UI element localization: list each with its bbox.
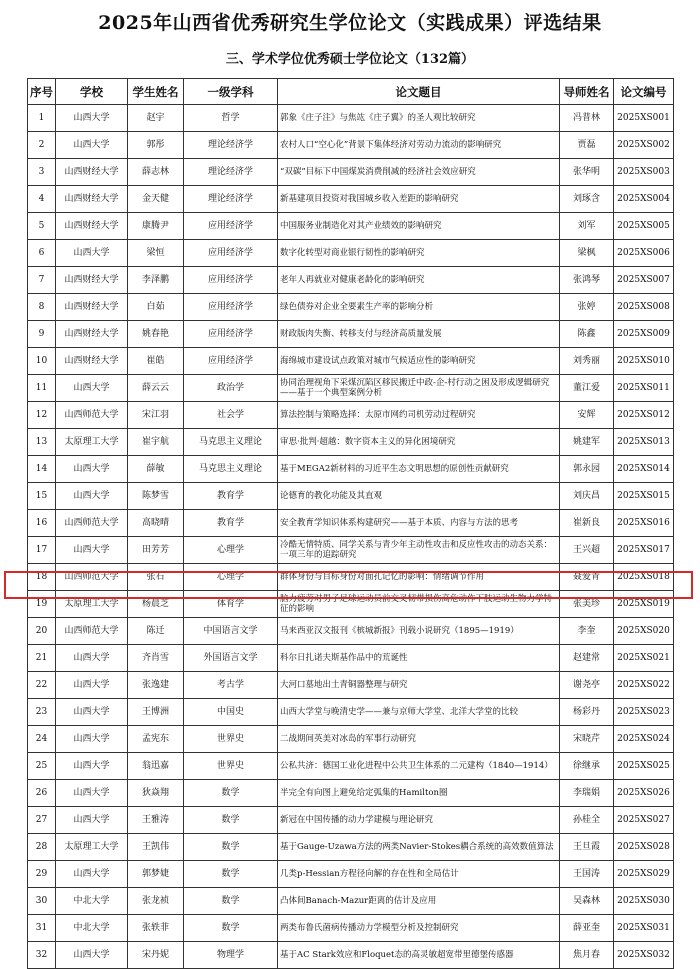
school-cell: 山西大学 <box>56 537 128 564</box>
row-number-cell: 1 <box>28 105 56 132</box>
discipline-cell: 数学 <box>184 888 278 915</box>
school-cell: 山西师范大学 <box>56 402 128 429</box>
discipline-cell: 世界史 <box>184 726 278 753</box>
table-row <box>28 159 674 186</box>
header-cell: 论文题目 <box>278 79 560 105</box>
discipline-cell: 数学 <box>184 780 278 807</box>
row-number-cell: 25 <box>28 753 56 780</box>
discipline-cell: 马克思主义理论 <box>184 456 278 483</box>
student-name-cell: 姚春艳 <box>128 321 184 348</box>
school-cell: 山西大学 <box>56 375 128 402</box>
table-row <box>28 240 674 267</box>
row-number-cell: 11 <box>28 375 56 402</box>
thesis-id-cell: 2025XS024 <box>614 726 674 753</box>
discipline-cell: 心理学 <box>184 564 278 591</box>
thesis-id-cell: 2025XS016 <box>614 510 674 537</box>
student-name-cell: 狄焱翔 <box>128 780 184 807</box>
table-row <box>28 213 674 240</box>
discipline-cell: 应用经济学 <box>184 348 278 375</box>
discipline-cell: 外国语言文学 <box>184 645 278 672</box>
table-row <box>28 915 674 942</box>
discipline-cell: 中国语言文学 <box>184 618 278 645</box>
school-cell: 山西大学 <box>56 672 128 699</box>
thesis-id-cell: 2025XS007 <box>614 267 674 294</box>
student-name-cell: 赵宇 <box>128 105 184 132</box>
school-cell: 山西大学 <box>56 726 128 753</box>
thesis-id-cell: 2025XS025 <box>614 753 674 780</box>
advisor-cell: 冯普林 <box>560 105 614 132</box>
row-number-cell: 2 <box>28 132 56 159</box>
advisor-cell: 张美珍 <box>560 591 614 618</box>
discipline-cell: 中国史 <box>184 699 278 726</box>
table-row <box>28 807 674 834</box>
student-name-cell: 张龙祯 <box>128 888 184 915</box>
advisor-cell: 聂爱青 <box>560 564 614 591</box>
thesis-id-cell: 2025XS012 <box>614 402 674 429</box>
advisor-cell: 刘琢含 <box>560 186 614 213</box>
table-row <box>28 780 674 807</box>
advisor-cell: 薛亚奎 <box>560 915 614 942</box>
title-cell: 算法控制与策略选择：太原市网约司机劳动过程研究 <box>278 402 560 429</box>
student-name-cell: 薛云云 <box>128 375 184 402</box>
row-number-cell: 30 <box>28 888 56 915</box>
advisor-cell: 陈鑫 <box>560 321 614 348</box>
title-cell: 基于AC Stark效应和Floquet态的高灵敏超宽带里德堡传感器 <box>278 942 560 969</box>
table-row <box>28 537 674 564</box>
page-title: 2025年山西省优秀研究生学位论文（实践成果）评选结果 <box>98 12 602 34</box>
student-name-cell: 宋江羽 <box>128 402 184 429</box>
table-row <box>28 321 674 348</box>
row-number-cell: 5 <box>28 213 56 240</box>
advisor-cell: 吴森林 <box>560 888 614 915</box>
table-row <box>28 942 674 969</box>
title-cell: 马来西亚汉文报刊《槟城新报》刊载小说研究（1895—1919） <box>278 618 560 645</box>
advisor-cell: 李奎 <box>560 618 614 645</box>
title-cell: 绿色债券对企业全要素生产率的影响分析 <box>278 294 560 321</box>
student-name-cell: 崔宇航 <box>128 429 184 456</box>
table-row <box>28 267 674 294</box>
row-number-cell: 16 <box>28 510 56 537</box>
advisor-cell: 张婷 <box>560 294 614 321</box>
student-name-cell: 王凯伟 <box>128 834 184 861</box>
row-number-cell: 22 <box>28 672 56 699</box>
school-cell: 山西财经大学 <box>56 294 128 321</box>
discipline-cell: 应用经济学 <box>184 267 278 294</box>
table-row <box>28 672 674 699</box>
advisor-cell: 徐继承 <box>560 753 614 780</box>
table-row <box>28 348 674 375</box>
table-row <box>28 564 674 591</box>
school-cell: 山西大学 <box>56 753 128 780</box>
row-number-cell: 27 <box>28 807 56 834</box>
student-name-cell: 张石 <box>128 564 184 591</box>
school-cell: 山西财经大学 <box>56 321 128 348</box>
discipline-cell: 数学 <box>184 915 278 942</box>
discipline-cell: 应用经济学 <box>184 294 278 321</box>
thesis-id-cell: 2025XS013 <box>614 429 674 456</box>
table-row <box>28 861 674 888</box>
table-body <box>28 105 674 969</box>
row-number-cell: 20 <box>28 618 56 645</box>
advisor-cell: 李瑞娟 <box>560 780 614 807</box>
row-number-cell: 8 <box>28 294 56 321</box>
title-cell: 新冠在中国传播的动力学建模与理论研究 <box>278 807 560 834</box>
thesis-id-cell: 2025XS019 <box>614 591 674 618</box>
row-number-cell: 4 <box>28 186 56 213</box>
student-name-cell: 崔皓 <box>128 348 184 375</box>
thesis-id-cell: 2025XS017 <box>614 537 674 564</box>
row-number-cell: 7 <box>28 267 56 294</box>
title-cell: 安全教育学知识体系构建研究——基于本质、内容与方法的思考 <box>278 510 560 537</box>
table-row <box>28 483 674 510</box>
school-cell: 山西财经大学 <box>56 213 128 240</box>
table-row <box>28 591 674 618</box>
title-cell: 公私共济：德国工业化进程中公共卫生体系的二元建构（1840—1914） <box>278 753 560 780</box>
student-name-cell: 梁恒 <box>128 240 184 267</box>
thesis-id-cell: 2025XS030 <box>614 888 674 915</box>
table-row <box>28 105 674 132</box>
title-cell: “双碳”目标下中国煤炭消费削减的经济社会效应研究 <box>278 159 560 186</box>
advisor-cell: 安辉 <box>560 402 614 429</box>
row-number-cell: 12 <box>28 402 56 429</box>
advisor-cell: 梁枫 <box>560 240 614 267</box>
advisor-cell: 崔新良 <box>560 510 614 537</box>
title-cell: 科尔日扎诺夫斯基作品中的荒诞性 <box>278 645 560 672</box>
advisor-cell: 焦月春 <box>560 942 614 969</box>
school-cell: 山西大学 <box>56 483 128 510</box>
student-name-cell: 孟宪东 <box>128 726 184 753</box>
discipline-cell: 数学 <box>184 861 278 888</box>
row-number-cell: 3 <box>28 159 56 186</box>
thesis-id-cell: 2025XS022 <box>614 672 674 699</box>
advisor-cell: 赵建常 <box>560 645 614 672</box>
school-cell: 山西大学 <box>56 132 128 159</box>
title-cell: 数字化转型对商业银行韧性的影响研究 <box>278 240 560 267</box>
advisor-cell: 刘秀丽 <box>560 348 614 375</box>
thesis-id-cell: 2025XS018 <box>614 564 674 591</box>
school-cell: 太原理工大学 <box>56 834 128 861</box>
school-cell: 中北大学 <box>56 915 128 942</box>
student-name-cell: 郭彤 <box>128 132 184 159</box>
student-name-cell: 陈梦雪 <box>128 483 184 510</box>
school-cell: 山西大学 <box>56 456 128 483</box>
row-number-cell: 18 <box>28 564 56 591</box>
row-number-cell: 15 <box>28 483 56 510</box>
student-name-cell: 金天健 <box>128 186 184 213</box>
student-name-cell: 张逸建 <box>128 672 184 699</box>
thesis-id-cell: 2025XS010 <box>614 348 674 375</box>
student-name-cell: 张轶菲 <box>128 915 184 942</box>
table-header-row <box>28 79 674 105</box>
row-number-cell: 31 <box>28 915 56 942</box>
advisor-cell: 贾磊 <box>560 132 614 159</box>
school-cell: 山西财经大学 <box>56 348 128 375</box>
school-cell: 山西大学 <box>56 780 128 807</box>
title-cell: 山西大学堂与晚清史学——兼与京师大学堂、北洋大学堂的比较 <box>278 699 560 726</box>
discipline-cell: 数学 <box>184 807 278 834</box>
advisor-cell: 姚建军 <box>560 429 614 456</box>
discipline-cell: 应用经济学 <box>184 240 278 267</box>
thesis-id-cell: 2025XS015 <box>614 483 674 510</box>
thesis-id-cell: 2025XS023 <box>614 699 674 726</box>
thesis-id-cell: 2025XS001 <box>614 105 674 132</box>
student-name-cell: 薛志林 <box>128 159 184 186</box>
table-row <box>28 294 674 321</box>
advisor-cell: 王旦霞 <box>560 834 614 861</box>
advisor-cell: 刘庆昌 <box>560 483 614 510</box>
student-name-cell: 郭梦婕 <box>128 861 184 888</box>
title-cell: 郭象《庄子注》与焦竑《庄子翼》的圣人观比较研究 <box>278 105 560 132</box>
advisor-cell: 郭永园 <box>560 456 614 483</box>
advisor-cell: 董江爱 <box>560 375 614 402</box>
thesis-id-cell: 2025XS014 <box>614 456 674 483</box>
title-cell: 论德育的教化功能及其直观 <box>278 483 560 510</box>
discipline-cell: 教育学 <box>184 483 278 510</box>
table-row <box>28 186 674 213</box>
table-row <box>28 618 674 645</box>
thesis-id-cell: 2025XS032 <box>614 942 674 969</box>
school-cell: 山西财经大学 <box>56 267 128 294</box>
advisor-cell: 刘军 <box>560 213 614 240</box>
row-number-cell: 23 <box>28 699 56 726</box>
student-name-cell: 王博洲 <box>128 699 184 726</box>
student-name-cell: 宋丹妮 <box>128 942 184 969</box>
title-cell: 二战期间英美对冰岛的军事行动研究 <box>278 726 560 753</box>
table-row <box>28 753 674 780</box>
student-name-cell: 李泽鹏 <box>128 267 184 294</box>
school-cell: 山西师范大学 <box>56 510 128 537</box>
title-cell: 脑力疲劳对男子足球运动员前交叉韧带损伤高危动作下肢运动生物力学特征的影响 <box>278 591 560 618</box>
school-cell: 山西大学 <box>56 861 128 888</box>
row-number-cell: 24 <box>28 726 56 753</box>
thesis-id-cell: 2025XS028 <box>614 834 674 861</box>
table-row <box>28 834 674 861</box>
discipline-cell: 应用经济学 <box>184 321 278 348</box>
header-cell: 学校 <box>56 79 128 105</box>
row-number-cell: 9 <box>28 321 56 348</box>
thesis-id-cell: 2025XS029 <box>614 861 674 888</box>
student-name-cell: 齐肖雪 <box>128 645 184 672</box>
thesis-id-cell: 2025XS003 <box>614 159 674 186</box>
row-number-cell: 13 <box>28 429 56 456</box>
discipline-cell: 考古学 <box>184 672 278 699</box>
school-cell: 山西大学 <box>56 105 128 132</box>
student-name-cell: 陈迁 <box>128 618 184 645</box>
row-number-cell: 17 <box>28 537 56 564</box>
thesis-id-cell: 2025XS020 <box>614 618 674 645</box>
table-row <box>28 402 674 429</box>
advisor-cell: 孙桂全 <box>560 807 614 834</box>
title-cell: 两类布鲁氏菌病传播动力学模型分析及控制研究 <box>278 915 560 942</box>
table-row <box>28 429 674 456</box>
discipline-cell: 理论经济学 <box>184 159 278 186</box>
advisor-cell: 王国涛 <box>560 861 614 888</box>
header-cell: 学生姓名 <box>128 79 184 105</box>
row-number-cell: 28 <box>28 834 56 861</box>
thesis-id-cell: 2025XS021 <box>614 645 674 672</box>
row-number-cell: 21 <box>28 645 56 672</box>
row-number-cell: 10 <box>28 348 56 375</box>
table-row <box>28 645 674 672</box>
school-cell: 太原理工大学 <box>56 429 128 456</box>
header-cell: 一级学科 <box>184 79 278 105</box>
school-cell: 中北大学 <box>56 888 128 915</box>
advisor-cell: 王兴超 <box>560 537 614 564</box>
title-cell: 农村人口“空心化”背景下集体经济对劳动力流动的影响研究 <box>278 132 560 159</box>
thesis-id-cell: 2025XS031 <box>614 915 674 942</box>
student-name-cell: 白茹 <box>128 294 184 321</box>
discipline-cell: 世界史 <box>184 753 278 780</box>
row-number-cell: 19 <box>28 591 56 618</box>
discipline-cell: 数学 <box>184 834 278 861</box>
row-number-cell: 14 <box>28 456 56 483</box>
table-row <box>28 510 674 537</box>
section-title: 三、学术学位优秀硕士学位论文（132篇） <box>225 52 475 67</box>
student-name-cell: 王雅涛 <box>128 807 184 834</box>
title-cell: 半完全有向图上避免给定弧集的Hamilton圈 <box>278 780 560 807</box>
title-cell: 大河口墓地出土青铜器整理与研究 <box>278 672 560 699</box>
table-row <box>28 375 674 402</box>
title-cell: 群体身份与目标身份对面孔记忆的影响：情绪调节作用 <box>278 564 560 591</box>
thesis-id-cell: 2025XS009 <box>614 321 674 348</box>
title-cell: 几类p-Hessian方程径向解的存在性和全局估计 <box>278 861 560 888</box>
thesis-id-cell: 2025XS027 <box>614 807 674 834</box>
title-cell: 审思·批判·超越：数字资本主义的异化困境研究 <box>278 429 560 456</box>
advisor-cell: 杨彩丹 <box>560 699 614 726</box>
discipline-cell: 教育学 <box>184 510 278 537</box>
discipline-cell: 心理学 <box>184 537 278 564</box>
student-name-cell: 田芳芳 <box>128 537 184 564</box>
header-cell: 序号 <box>28 79 56 105</box>
discipline-cell: 社会学 <box>184 402 278 429</box>
discipline-cell: 物理学 <box>184 942 278 969</box>
student-name-cell: 康腾尹 <box>128 213 184 240</box>
student-name-cell: 翁迅嘉 <box>128 753 184 780</box>
school-cell: 山西师范大学 <box>56 618 128 645</box>
title-cell: 新基建项目投资对我国城乡收入差距的影响研究 <box>278 186 560 213</box>
header-cell: 论文编号 <box>614 79 674 105</box>
row-number-cell: 6 <box>28 240 56 267</box>
school-cell: 山西大学 <box>56 699 128 726</box>
advisor-cell: 张鸿琴 <box>560 267 614 294</box>
row-number-cell: 26 <box>28 780 56 807</box>
school-cell: 太原理工大学 <box>56 591 128 618</box>
school-cell: 山西大学 <box>56 240 128 267</box>
advisor-cell: 张华明 <box>560 159 614 186</box>
title-cell: 海绵城市建设试点政策对城市气候适应性的影响研究 <box>278 348 560 375</box>
discipline-cell: 理论经济学 <box>184 186 278 213</box>
table-row <box>28 726 674 753</box>
title-cell: 冷酷无情特质、同学关系与青少年主动性攻击和反应性攻击的动态关系：一项三年的追踪研究 <box>278 537 560 564</box>
title-cell: 协同治理视角下采煤沉陷区移民搬迁中政-企-村行动之困及形成逻辑研究——基于一个典型案例分析 <box>278 375 560 402</box>
header-cell: 导师姓名 <box>560 79 614 105</box>
title-cell: 中国服务业制造化对其产业绩效的影响研究 <box>278 213 560 240</box>
school-cell: 山西师范大学 <box>56 564 128 591</box>
title-cell: 老年人再就业对健康老龄化的影响研究 <box>278 267 560 294</box>
title-cell: 基于MEGA2新材料的习近平生态文明思想的原创性贡献研究 <box>278 456 560 483</box>
school-cell: 山西财经大学 <box>56 159 128 186</box>
advisor-cell: 谢尧亭 <box>560 672 614 699</box>
title-cell: 凸体间Banach-Mazur距离的估计及应用 <box>278 888 560 915</box>
advisor-cell: 宋晓芹 <box>560 726 614 753</box>
table-row <box>28 132 674 159</box>
thesis-id-cell: 2025XS005 <box>614 213 674 240</box>
school-cell: 山西大学 <box>56 942 128 969</box>
results-table <box>27 78 674 969</box>
discipline-cell: 马克思主义理论 <box>184 429 278 456</box>
title-cell: 财政版肉失衡、转移支付与经济高质量发展 <box>278 321 560 348</box>
discipline-cell: 哲学 <box>184 105 278 132</box>
school-cell: 山西财经大学 <box>56 186 128 213</box>
student-name-cell: 高晓晴 <box>128 510 184 537</box>
discipline-cell: 应用经济学 <box>184 213 278 240</box>
table-row <box>28 456 674 483</box>
table-row <box>28 699 674 726</box>
thesis-id-cell: 2025XS006 <box>614 240 674 267</box>
title-cell: 基于Gauge-Uzawa方法的两类Navier-Stokes耦合系统的高效数值算法 <box>278 834 560 861</box>
thesis-id-cell: 2025XS002 <box>614 132 674 159</box>
thesis-id-cell: 2025XS026 <box>614 780 674 807</box>
student-name-cell: 杨晨芝 <box>128 591 184 618</box>
student-name-cell: 薛敏 <box>128 456 184 483</box>
thesis-id-cell: 2025XS011 <box>614 375 674 402</box>
thesis-id-cell: 2025XS008 <box>614 294 674 321</box>
row-number-cell: 32 <box>28 942 56 969</box>
table-row <box>28 888 674 915</box>
discipline-cell: 理论经济学 <box>184 132 278 159</box>
discipline-cell: 体育学 <box>184 591 278 618</box>
school-cell: 山西大学 <box>56 807 128 834</box>
row-number-cell: 29 <box>28 861 56 888</box>
school-cell: 山西大学 <box>56 645 128 672</box>
thesis-id-cell: 2025XS004 <box>614 186 674 213</box>
discipline-cell: 政治学 <box>184 375 278 402</box>
